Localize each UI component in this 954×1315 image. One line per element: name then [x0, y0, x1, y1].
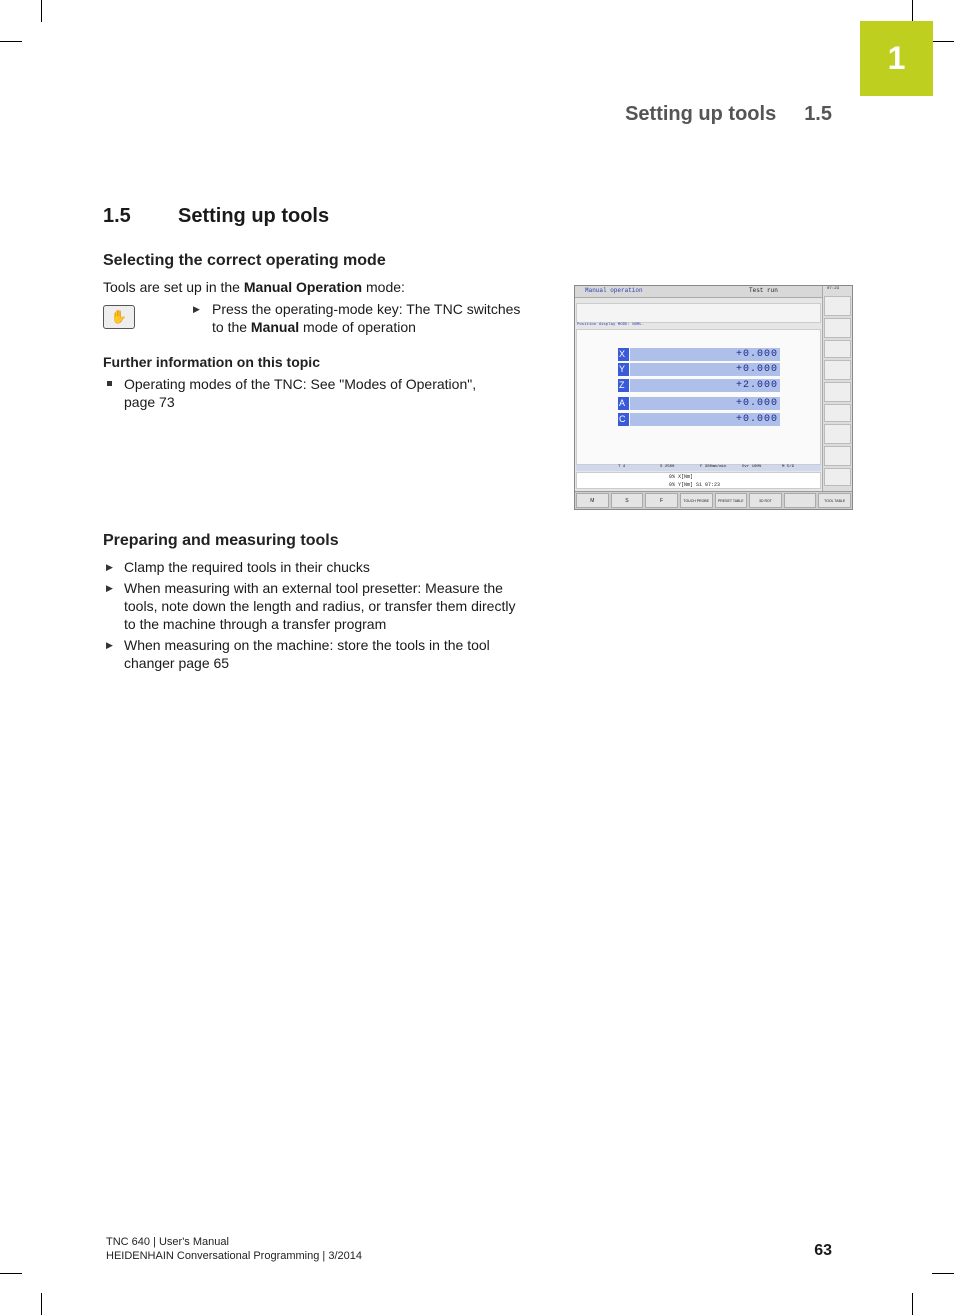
axis-row	[618, 379, 780, 392]
page-number: 63	[814, 1242, 832, 1259]
axis-label: Z	[618, 379, 629, 392]
softkey[interactable]: F	[645, 493, 678, 508]
preparing-item	[124, 579, 515, 633]
screenshot-test-run: Test run	[749, 287, 778, 294]
section-title	[103, 205, 329, 228]
axis-value: +0.000	[630, 413, 780, 426]
vertical-softkey[interactable]	[824, 318, 851, 338]
status-tool: T 4	[618, 465, 626, 469]
vertical-softkey[interactable]	[824, 446, 851, 466]
axis-value: +0.000	[630, 397, 780, 410]
preparing-line: changer page 65	[124, 655, 230, 671]
footer-line1: TNC 640 | User's Manual	[106, 1236, 229, 1248]
axis-row	[618, 397, 780, 410]
screenshot-status-bar	[576, 465, 821, 471]
triangle-bullet-icon: ▶	[106, 640, 113, 650]
status-feed: F 300mm/min	[700, 465, 727, 469]
triangle-bullet-icon: ▶	[106, 583, 113, 593]
vertical-softkey[interactable]	[824, 296, 851, 316]
heading-preparing-tools: Preparing and measuring tools	[103, 532, 339, 549]
vertical-softkey[interactable]	[824, 404, 851, 422]
vertical-softkeys	[822, 286, 852, 491]
info-line: 0% X[Nm]	[669, 474, 694, 480]
vertical-softkey[interactable]	[824, 340, 851, 358]
axis-value: +0.000	[630, 363, 780, 376]
softkey[interactable]: S	[611, 493, 644, 508]
triangle-bullet-icon: ▶	[193, 304, 200, 314]
running-head-title: Setting up tools	[625, 103, 777, 125]
softkey[interactable]: TOOL TABLE	[818, 493, 851, 508]
status-m: M 5/9	[782, 465, 795, 469]
softkey[interactable]	[784, 493, 817, 508]
further-line: Operating modes of the TNC: See "Modes of Operation",	[124, 376, 477, 392]
screenshot-mode: Manual operation	[585, 287, 643, 294]
screenshot-clock: 07:23	[827, 287, 840, 291]
chapter-number: 1	[887, 40, 906, 76]
softkey[interactable]: 3D ROT	[749, 493, 782, 508]
hand-icon: ✋	[103, 305, 135, 329]
info-line: 0% Y[Nm] S1 07:23	[669, 482, 721, 488]
screenshot-info-area	[576, 472, 821, 489]
axis-row	[618, 413, 780, 426]
intro-paragraph	[103, 278, 405, 296]
step-text	[212, 300, 520, 336]
axis-label: A	[618, 397, 629, 410]
screenshot-position-display: Position display MODE: NOML.	[577, 323, 645, 327]
axis-row	[618, 348, 780, 361]
vertical-softkey[interactable]	[824, 424, 851, 444]
softkey[interactable]: PRESET TABLE	[715, 493, 748, 508]
axis-label: X	[618, 348, 629, 361]
square-bullet-icon	[107, 381, 112, 386]
chapter-tab	[860, 21, 933, 96]
heading-further-info: Further information on this topic	[103, 354, 320, 370]
crop-mark	[912, 1293, 913, 1315]
preparing-line: When measuring on the machine: store the tools in the tool	[124, 637, 490, 653]
preparing-line: When measuring with an external tool presetter: Measure the	[124, 580, 503, 596]
running-head	[560, 103, 832, 126]
vertical-softkey[interactable]	[824, 468, 851, 486]
status-override: Ovr 100%	[742, 465, 762, 469]
vertical-softkey[interactable]	[824, 360, 851, 380]
axis-label: Y	[618, 363, 629, 376]
crop-mark	[932, 41, 954, 42]
crop-mark	[0, 41, 22, 42]
heading-selecting-mode: Selecting the correct operating mode	[103, 252, 386, 269]
preparing-line: tools, note down the length and radius, or transfer them directly	[124, 598, 516, 614]
crop-mark	[912, 0, 913, 22]
section-number: 1.5	[103, 205, 131, 227]
screenshot-program-area	[576, 303, 821, 323]
preparing-line: to the machine through a transfer program	[124, 616, 387, 632]
softkey[interactable]: M	[576, 493, 609, 508]
intro-text-end: mode:	[362, 279, 405, 295]
further-info-item	[124, 375, 476, 411]
status-spindle: S 2500	[660, 465, 675, 469]
section-title-text: Setting up tools	[178, 205, 330, 227]
crop-mark	[41, 1293, 42, 1315]
axis-value: +2.000	[630, 379, 780, 392]
further-line: page 73	[124, 394, 175, 410]
axis-row	[618, 363, 780, 376]
footer	[106, 1235, 362, 1263]
softkey-row	[575, 491, 852, 509]
crop-mark	[41, 0, 42, 22]
preparing-item	[124, 558, 370, 576]
triangle-bullet-icon: ▶	[106, 562, 113, 572]
preparing-line: Clamp the required tools in their chucks	[124, 559, 370, 575]
intro-bold: Manual Operation	[243, 279, 363, 295]
step-text-pre: to the	[212, 319, 251, 335]
axis-value: +0.000	[630, 348, 780, 361]
step-bold: Manual	[250, 319, 300, 335]
vertical-softkey[interactable]	[824, 382, 851, 402]
step-line: Press the operating-mode key: The TNC switches	[212, 301, 521, 317]
intro-text: Tools are set up in the	[103, 279, 244, 295]
running-head-number: 1.5	[804, 103, 832, 125]
axis-label: C	[618, 413, 629, 426]
footer-line2: HEIDENHAIN Conversational Programming | 3/2014	[106, 1250, 362, 1262]
softkey[interactable]: TOUCH PROBE	[680, 493, 713, 508]
screenshot-header	[575, 286, 822, 298]
crop-mark	[0, 1273, 22, 1274]
preparing-item	[124, 636, 490, 672]
step-text-post: mode of operation	[299, 319, 416, 335]
tnc-screenshot	[574, 285, 853, 510]
crop-mark	[932, 1273, 954, 1274]
step-line	[212, 318, 520, 336]
